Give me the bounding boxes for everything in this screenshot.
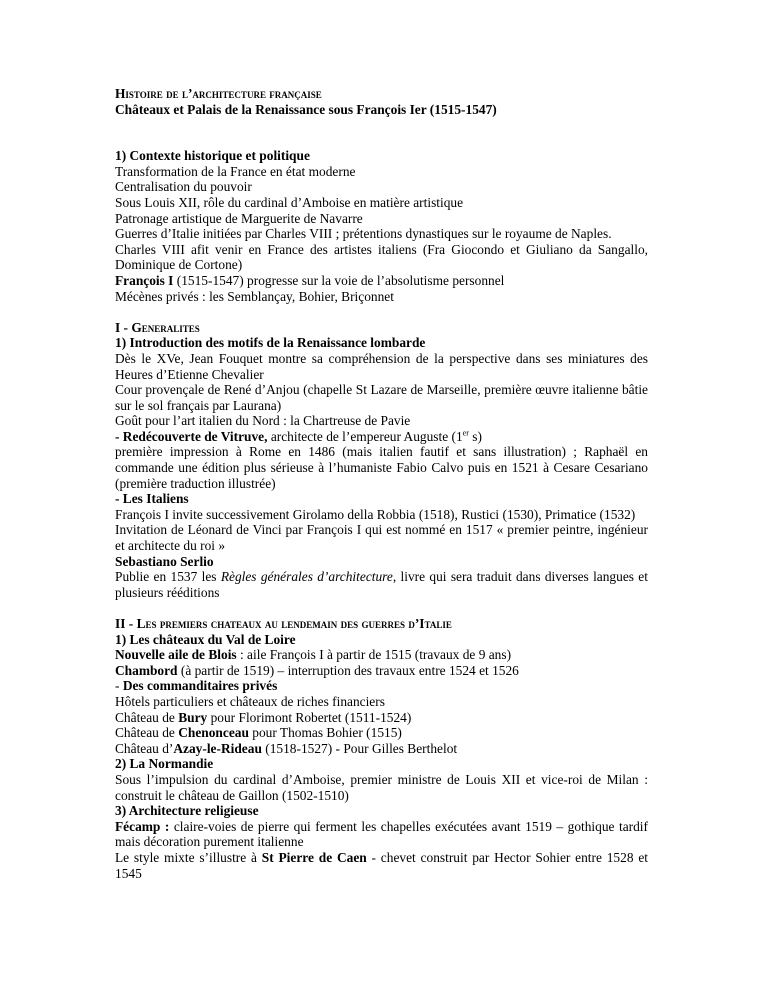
part2-heading (115, 616, 648, 632)
charles-viii-paragraph: Charles VIII afit venir en France des artistes italiens (Fra Giocondo et Giuliano da Sangallo, Dominique de Cortone) (115, 241, 648, 273)
fecamp-paragraph (115, 819, 648, 850)
azay-post: (1518-1527) - Pour Gilles Berthelot (261, 740, 458, 756)
chenonceau-name: Chenonceau (178, 725, 249, 741)
vitruve-end: s) (468, 428, 482, 444)
series-title: Histoire de l’architecture française (115, 86, 322, 101)
azay-name: Azay-le-Rideau (173, 740, 262, 756)
azay-line (115, 741, 648, 757)
chambord-line (115, 663, 648, 679)
chenonceau-post: pour Thomas Bohier (1515) (248, 725, 402, 741)
serlio-heading: Sebastiano Serlio (115, 553, 214, 569)
part1-number: I - (115, 319, 132, 335)
part1-heading (115, 320, 648, 336)
caen-pre: Le style mixte s’illustre à (115, 849, 262, 865)
serlio-text-post: , livre qui sera traduit dans diverses langues et plusieurs rééditions (115, 569, 648, 600)
bury-line (115, 710, 648, 726)
part2-subheading-1: 1) Les châteaux du Val de Loire (115, 631, 296, 647)
azay-pre: Château d’ (115, 740, 174, 756)
commanditaires-heading (115, 678, 648, 694)
vitruve-superscript: er (462, 428, 469, 438)
caen-paragraph (115, 850, 648, 881)
commanditaires-title: Des commanditaires privés (122, 678, 278, 694)
chenonceau-line (115, 725, 648, 741)
commanditaires-dash: - (115, 678, 123, 694)
fecamp-text: claire-voies de pierre qui ferment les chapelles exécutées avant 1519 – gothique tardif mais décoration purement italienne (115, 818, 648, 850)
rene-paragraph: Cour provençale de René d’Anjou (chapelle St Lazare de Marseille, première œuvre italienne bâtie sur le sol français par Laurana) (115, 382, 648, 413)
vitruve-heading: - Redécouverte de Vitruve, (115, 428, 268, 444)
serlio-book-title: Règles générales d’architecture (220, 569, 393, 585)
part2-subheading-3: 3) Architecture religieuse (115, 803, 259, 819)
italiens-heading: - Les Italiens (115, 491, 189, 507)
mecenes-line: Mécènes privés : les Semblançay, Bohier, Briçonnet (115, 288, 394, 304)
bury-name: Bury (178, 709, 208, 725)
bury-post: pour Florimont Robertet (1511-1524) (207, 709, 412, 725)
francois-name: François I (115, 272, 174, 288)
part1-title: Generalites (131, 319, 200, 335)
serlio-paragraph (115, 569, 648, 600)
francois-text: (1515-1547) progresse sur la voie de l’absolutisme personnel (173, 272, 505, 288)
part1-subheading-1: 1) Introduction des motifs de la Renaissance lombarde (115, 335, 426, 351)
bury-pre: Château de (115, 709, 179, 725)
caen-name: St Pierre de Caen (261, 849, 367, 865)
part2-title: Les premiers chateaux au lendemain des guerres d’Italie (136, 616, 452, 631)
chambord-text: (à partir de 1519) – interruption des travaux entre 1524 et 1526 (177, 662, 519, 678)
context-line: Sous Louis XII, rôle du cardinal d’Amboise en matière artistique (115, 194, 464, 210)
francois-paragraph (115, 273, 648, 289)
document-body (115, 86, 648, 881)
vitruve-line (115, 429, 648, 445)
context-line: Guerres d’Italie initiées par Charles VIII ; prétentions dynastiques sur le royaume de Naples. (115, 226, 612, 242)
invite-line: François I invite successivement Girolamo della Robbia (1518), Rustici (1530), Primatice (1532) (115, 506, 636, 522)
serlio-text-pre: Publie en 1537 les (115, 569, 221, 585)
context-line: Transformation de la France en état moderne (115, 163, 356, 179)
normandie-paragraph: Sous l’impulsion du cardinal d’Amboise, premier ministre de Louis XII et vice-roi de Milan : construit le château de Gaillon (1502-1510) (115, 771, 648, 803)
chenonceau-pre: Château de (115, 725, 179, 741)
context-line: Centralisation du pouvoir (115, 179, 252, 195)
fouquet-paragraph: Dès le XVe, Jean Fouquet montre sa compréhension de la perspective dans ses miniatures des Heures d’Etienne Chevalier (115, 350, 648, 382)
leonard-paragraph: Invitation de Léonard de Vinci par François I qui est nommé en 1517 « premier peintre, ingénieur et architecte du roi » (115, 522, 648, 554)
caen-post: - chevet construit par Hector Sohier entre 1528 et 1545 (115, 849, 648, 881)
impression-paragraph: première impression à Rome en 1486 (mais italien fautif et sans illustration) ; Raphaël en commande une édition plus sérieuse à l’humaniste Fabio Calvo puis en 1521 à Cesare Cesariano (première traduction illustrée) (115, 444, 648, 491)
context-line: Patronage artistique de Marguerite de Navarre (115, 210, 363, 226)
blois-line (115, 647, 648, 663)
hotels-line: Hôtels particuliers et châteaux de riches financiers (115, 693, 385, 709)
part2-number: II - (115, 616, 137, 631)
gout-line: Goût pour l’art italien du Nord : la Chartreuse de Pavie (115, 413, 411, 429)
section-heading-context: 1) Contexte historique et politique (115, 148, 310, 164)
vitruve-text: architecte de l’empereur Auguste (1 (267, 428, 463, 444)
fecamp-name: Fécamp : (115, 818, 170, 834)
blois-name: Nouvelle aile de Blois (115, 647, 237, 663)
blois-text: : aile François I à partir de 1515 (travaux de 9 ans) (236, 647, 512, 663)
part2-subheading-2: 2) La Normandie (115, 756, 214, 772)
document-title: Châteaux et Palais de la Renaissance sous François Ier (1515-1547) (115, 101, 497, 117)
chambord-name: Chambord (115, 662, 178, 678)
